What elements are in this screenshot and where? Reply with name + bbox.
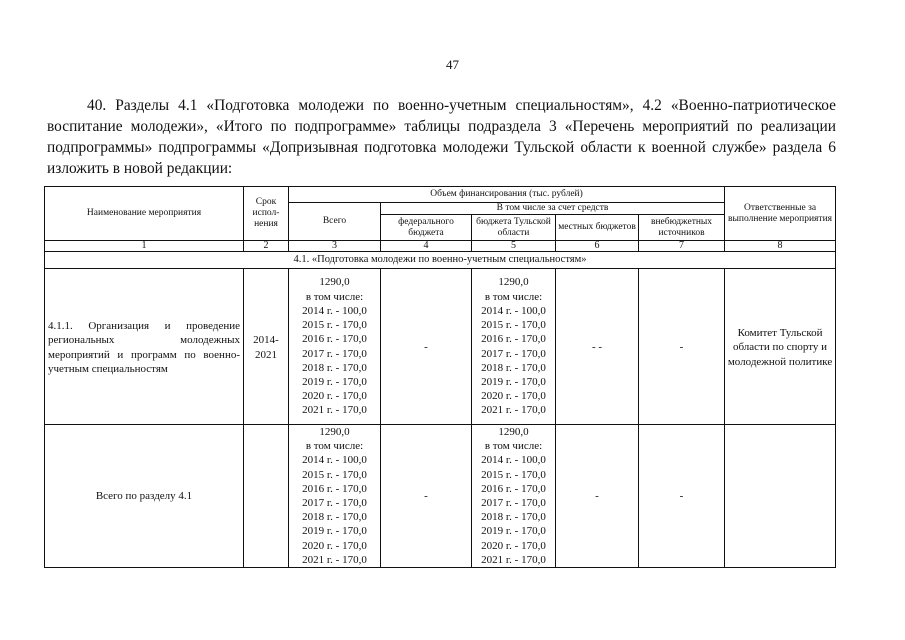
value-line: 2019 г. - 170,0	[302, 525, 367, 538]
column-number: 3	[289, 241, 381, 252]
value-line: 2015 г. - 170,0	[481, 468, 546, 481]
section-total-extrabudget: -	[639, 425, 725, 568]
value-line: 2021 г. - 170,0	[302, 404, 367, 417]
value-line: 2019 г. - 170,0	[481, 525, 546, 538]
header-extrabudget: внебюджетных источников	[639, 215, 725, 241]
activity-responsible: Комитет Тульской области по спорту и молодежной политике	[725, 269, 836, 425]
activities-table	[44, 186, 836, 568]
value-line: 2021 г. - 170,0	[302, 553, 367, 566]
value-line: 2020 г. - 170,0	[481, 390, 546, 403]
value-line: 2018 г. - 170,0	[302, 511, 367, 524]
value-line: в том числе:	[305, 440, 364, 453]
value-line: 2017 г. - 170,0	[302, 497, 367, 510]
column-number: 1	[45, 241, 244, 252]
value-line: 2016 г. - 170,0	[481, 333, 546, 346]
value-line: 2015 г. - 170,0	[481, 319, 546, 332]
value-line: 2021 г. - 170,0	[481, 404, 546, 417]
value-line: 2014 г. - 100,0	[481, 454, 546, 467]
intro-paragraph	[47, 95, 836, 179]
value-line: 2016 г. - 170,0	[481, 482, 546, 495]
activity-extrabudget: -	[639, 269, 725, 425]
column-number: 7	[639, 241, 725, 252]
value-line: 2018 г. - 170,0	[481, 511, 546, 524]
activity-local: - -	[556, 269, 639, 425]
activity-name: 4.1.1. Организация и проведение региональных молодежных мероприятий и программ по военно-учетным специальностям	[45, 269, 244, 425]
page-number: 47	[446, 57, 459, 72]
activity-term: 2014-2021	[244, 269, 289, 425]
section-total-term	[244, 425, 289, 568]
column-number: 6	[556, 241, 639, 252]
section-total-total	[289, 425, 381, 568]
column-number: 2	[244, 241, 289, 252]
section-total-responsible	[725, 425, 836, 568]
value-line: 2016 г. - 170,0	[302, 333, 367, 346]
column-numbers-row	[45, 241, 836, 252]
value-line: 2016 г. - 170,0	[302, 482, 367, 495]
value-line: в том числе:	[484, 440, 543, 453]
value-line: в том числе:	[305, 290, 364, 303]
header-including: В том числе за счет средств	[381, 203, 725, 215]
header-regional: бюджета Тульской области	[472, 215, 556, 241]
value-line: 2017 г. - 170,0	[481, 347, 546, 360]
value-line: 2021 г. - 170,0	[481, 553, 546, 566]
value-line: 2017 г. - 170,0	[302, 347, 367, 360]
value-line: 2015 г. - 170,0	[302, 468, 367, 481]
section-total-federal: -	[381, 425, 472, 568]
value-line: 1290,0	[319, 426, 350, 438]
section-total-row	[45, 425, 836, 568]
activity-regional	[472, 269, 556, 425]
table-row	[45, 269, 836, 425]
activity-federal: -	[381, 269, 472, 425]
value-line: 1290,0	[319, 276, 350, 289]
value-line: 2020 г. - 170,0	[481, 539, 546, 552]
value-line: 2020 г. - 170,0	[302, 390, 367, 403]
value-line: 2020 г. - 170,0	[302, 539, 367, 552]
value-line: 2014 г. - 100,0	[302, 304, 367, 317]
header-federal: федерального бюджета	[381, 215, 472, 241]
value-line: в том числе:	[484, 290, 543, 303]
column-number: 8	[725, 241, 836, 252]
section-title: 4.1. «Подготовка молодежи по военно-учетным специальностям»	[45, 252, 836, 269]
value-line: 2017 г. - 170,0	[481, 497, 546, 510]
section-title-row	[45, 252, 836, 269]
value-line: 2014 г. - 100,0	[302, 454, 367, 467]
header-responsible: Ответственные за выполнение мероприятия	[725, 187, 836, 241]
intro-text: 40. Разделы 4.1 «Подготовка молодежи по военно-учетным специальностям», 4.2 «Военно-патриотическое воспитание молодежи», «Итого по подпрограмме» таблицы подраздела 3 «Перечень мероприятий по реализации подпрограммы» подпрограммы «Допризывная подготовка молодежи Тульской области к военной службе» раздела 6 изложить в новой редакции:	[47, 97, 836, 177]
value-line: 2018 г. - 170,0	[302, 361, 367, 374]
header-total: Всего	[289, 203, 381, 241]
value-line: 2015 г. - 170,0	[302, 319, 367, 332]
section-total-regional	[472, 425, 556, 568]
section-total-name: Всего по разделу 4.1	[45, 425, 244, 568]
header-name: Наименование мероприятия	[45, 187, 244, 241]
value-line: 2019 г. - 170,0	[302, 375, 367, 388]
header-financing: Объем финансирования (тыс. рублей)	[289, 187, 725, 203]
value-line: 1290,0	[498, 276, 529, 289]
activity-total	[289, 269, 381, 425]
header-term: Срок испол-нения	[244, 187, 289, 241]
value-line: 2018 г. - 170,0	[481, 361, 546, 374]
value-line: 2014 г. - 100,0	[481, 304, 546, 317]
value-line: 2019 г. - 170,0	[481, 375, 546, 388]
column-number: 4	[381, 241, 472, 252]
header-local: местных бюджетов	[556, 215, 639, 241]
section-total-local: -	[556, 425, 639, 568]
column-number: 5	[472, 241, 556, 252]
value-line: 1290,0	[498, 426, 529, 438]
